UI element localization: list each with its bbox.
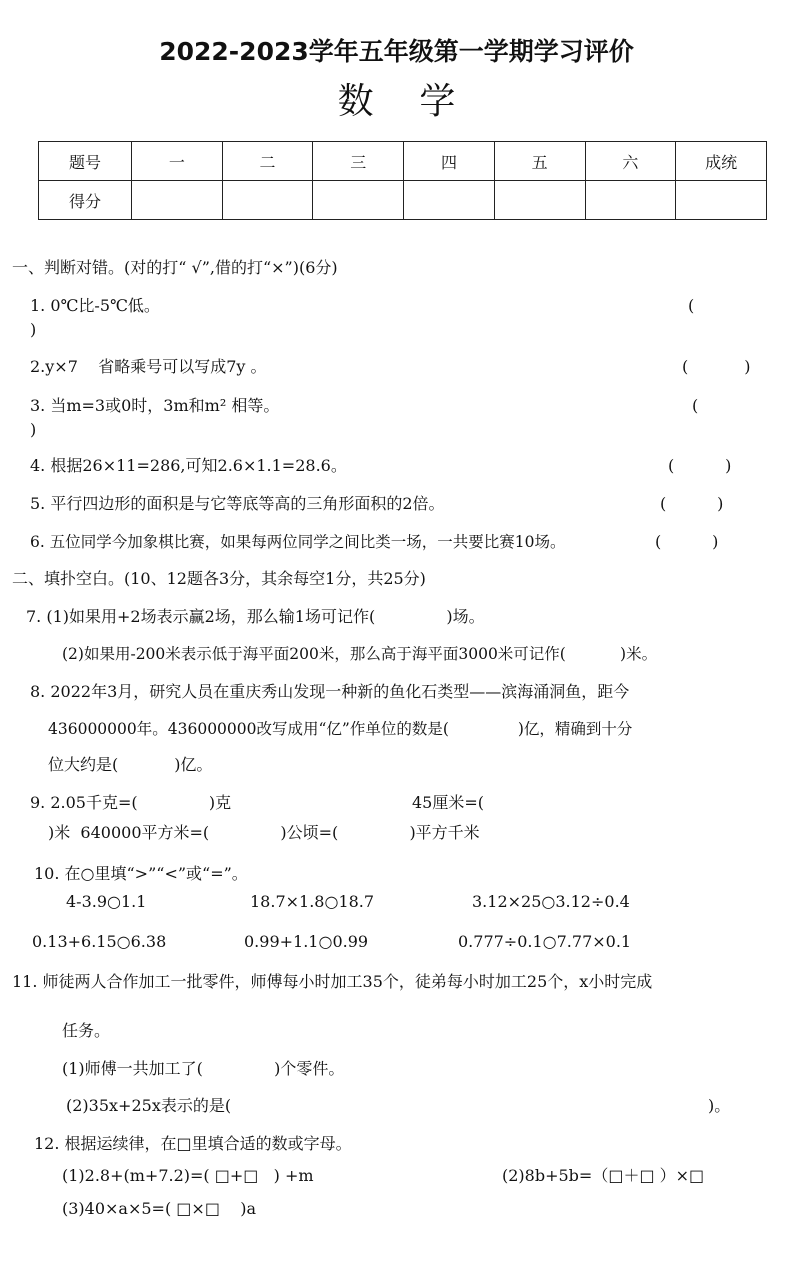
score-blank[interactable]: [404, 181, 495, 220]
question-10-heading: 10. 在○里填“>”“<”或“=”。: [34, 864, 248, 883]
score-blank[interactable]: [494, 181, 585, 220]
question-9-b: 45厘米=(: [412, 793, 485, 812]
exam-title: 2022-2023学年五年级第一学期学习评价: [159, 37, 634, 66]
question-11-sub2-end[interactable]: )。: [708, 1096, 731, 1115]
score-cell: 五: [494, 142, 585, 181]
compare-item: 3.12×25○3.12÷0.4: [472, 892, 630, 911]
answer-paren[interactable]: ( ): [660, 494, 724, 513]
compare-item: 0.13+6.15○6.38: [32, 932, 167, 951]
question-8-line2: 436000000年。436000000改写成用“亿”作单位的数是( )亿，精确到十分: [48, 720, 633, 738]
score-blank[interactable]: [132, 181, 223, 220]
answer-paren[interactable]: ( ): [668, 456, 732, 475]
question-3: 3. 当m=3或0时，3m和m² 相等。: [30, 396, 280, 415]
score-blank[interactable]: [676, 181, 767, 220]
score-table-header-row: [39, 142, 767, 181]
score-blank[interactable]: [585, 181, 676, 220]
answer-paren[interactable]: ( ): [655, 532, 719, 551]
score-table: [38, 141, 767, 220]
answer-paren[interactable]: ( ): [682, 357, 751, 376]
score-cell: 二: [222, 142, 313, 181]
compare-item: 0.777÷0.1○7.77×0.1: [458, 932, 632, 951]
question-4: 4. 根据26×11=286,可知2.6×1.1=28.6。: [30, 456, 347, 475]
score-cell: 三: [313, 142, 404, 181]
question-12-3: (3)40×a×5=( □×□ )a: [62, 1199, 257, 1218]
answer-paren: ): [30, 420, 37, 439]
question-5: 5. 平行四边形的面积是与它等底等高的三角形面积的2倍。: [30, 494, 445, 513]
question-7-1: 7. (1)如果用+2场表示赢2场，那么输1场可记作( )场。: [26, 607, 485, 626]
question-7-2: (2)如果用-200米表示低于海平面200米，那么高于海平面3000米可记作( )米。: [62, 645, 658, 663]
score-blank[interactable]: [222, 181, 313, 220]
answer-paren[interactable]: (: [688, 296, 695, 315]
question-9-a: 9. 2.05千克=( )克: [30, 793, 232, 812]
question-2: 2.y×7 省略乘号可以写成7y 。: [30, 357, 267, 376]
question-11-sub1: (1)师傅一共加工了( )个零件。: [62, 1059, 345, 1078]
question-11-line2: 任务。: [62, 1021, 111, 1040]
score-table-score-row: [39, 181, 767, 220]
score-cell: 四: [404, 142, 495, 181]
question-6: 6. 五位同学今加象棋比赛，如果每两位同学之间比类一场，一共要比赛10场。: [30, 533, 566, 551]
answer-paren[interactable]: (: [692, 396, 699, 415]
score-blank[interactable]: [313, 181, 404, 220]
score-cell: 一: [132, 142, 223, 181]
section2-heading: 二、填扑空白。(10、12题各3分，其余每空1分，共25分): [12, 569, 426, 588]
score-label: 得分: [39, 181, 132, 220]
question-8-line3: 位大约是( )亿。: [48, 755, 213, 774]
score-cell: 题号: [39, 142, 132, 181]
section1-heading: 一、判断对错。(对的打“ √”,借的打“×”)(6分): [12, 258, 338, 277]
question-9-c: )米 640000平方米=( )公顷=( )平方千米: [48, 823, 480, 842]
question-12-heading: 12. 根据运续律，在□里填合适的数或字母。: [34, 1134, 352, 1153]
score-cell: 成统: [676, 142, 767, 181]
question-1: 1. 0℃比-5℃低。: [30, 296, 160, 315]
answer-paren: ): [30, 320, 37, 339]
question-11-sub2: (2)35x+25x表示的是(: [66, 1096, 232, 1115]
compare-item: 4-3.9○1.1: [66, 892, 147, 911]
question-11-line1: 11. 师徒两人合作加工一批零件，师傅每小时加工35个，徒弟每小时加工25个，x小时完成: [12, 972, 653, 991]
compare-item: 18.7×1.8○18.7: [250, 892, 375, 911]
subject-title: 数 学: [337, 81, 456, 122]
question-12-2: (2)8b+5b=（□＋□ ）×□: [502, 1166, 705, 1185]
score-cell: 六: [585, 142, 676, 181]
question-12-1: (1)2.8+(m+7.2)=( □+□ ) +m: [62, 1166, 314, 1185]
compare-item: 0.99+1.1○0.99: [244, 932, 369, 951]
question-8-line1: 8. 2022年3月，研究人员在重庆秀山发现一种新的鱼化石类型——滨海涌洞鱼，距今: [30, 682, 630, 701]
